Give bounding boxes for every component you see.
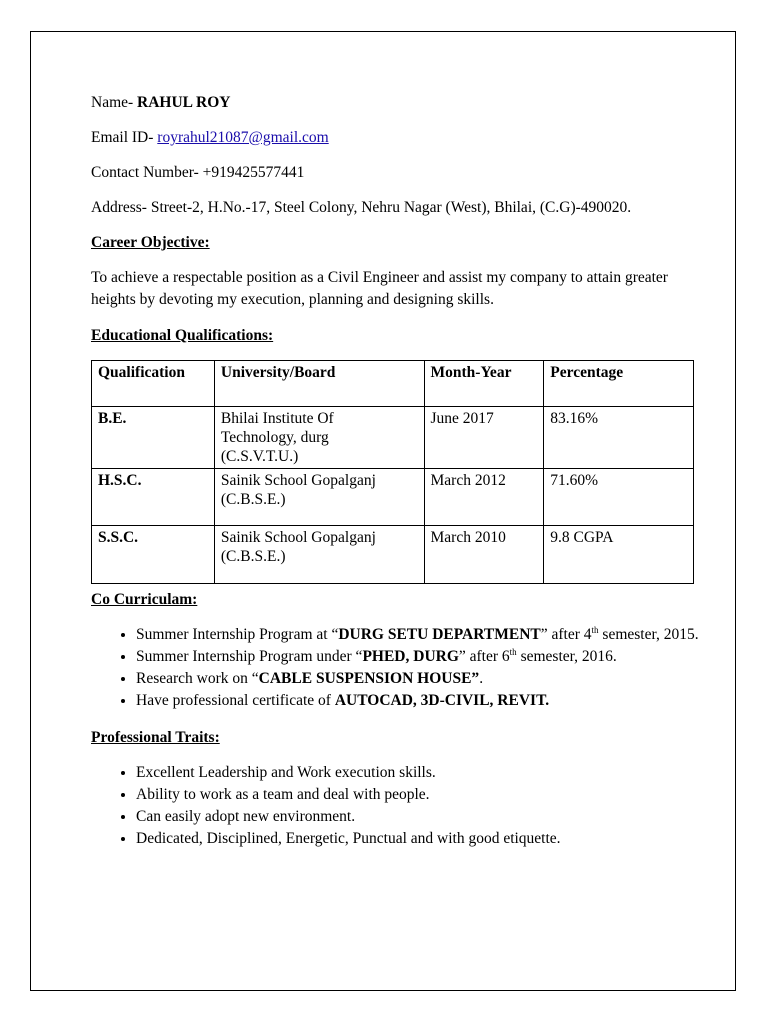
- list-item: • Ability to work as a team and deal with people.: [136, 784, 701, 806]
- cell-month-year: March 2010: [424, 526, 544, 584]
- professional-traits-heading: Professional Traits:: [91, 729, 220, 746]
- university-line: Technology, durg: [220, 429, 329, 446]
- name-line: [91, 93, 701, 113]
- cell-month-year: June 2017: [424, 407, 544, 469]
- cell-month-year: March 2012: [424, 469, 544, 526]
- list-item: • Can easily adopt new environment.: [136, 806, 701, 828]
- header-percentage: Percentage: [544, 361, 694, 407]
- header-university: University/Board: [214, 361, 424, 407]
- cell-percentage: 9.8 CGPA: [544, 526, 694, 584]
- contact-line: Contact Number- +919425577441: [91, 164, 305, 181]
- career-objective-text: To achieve a respectable position as a Civil Engineer and assist my company to attain greater heights by devoting my execution, planning and designing skills.: [91, 269, 668, 308]
- cell-qualification: S.S.C.: [92, 526, 215, 584]
- education-table: [91, 360, 694, 584]
- cell-university: [214, 526, 424, 584]
- table-header-row: [92, 361, 694, 407]
- university-line: (C.B.S.E.): [220, 491, 286, 508]
- email-line: [91, 128, 701, 148]
- address-line: Address- Street-2, H.No.-17, Steel Colony, Nehru Nagar (West), Bhilai, (C.G)-490020.: [91, 199, 632, 216]
- cell-university: [214, 469, 424, 526]
- university-line: (C.S.V.T.U.): [220, 448, 299, 465]
- list-item: • Have professional certificate of AUTOCAD, 3D-CIVIL, REVIT.: [136, 690, 701, 712]
- career-objective-heading: Career Objective:: [91, 234, 210, 251]
- list-item: • Summer Internship Program under “PHED, DURG” after 6th semester, 2016.: [136, 646, 701, 668]
- resume-page: [30, 31, 736, 991]
- table-row: [92, 469, 694, 526]
- candidate-name: RAHUL ROY: [137, 94, 231, 111]
- cell-percentage: 83.16%: [544, 407, 694, 469]
- table-row: [92, 407, 694, 469]
- cell-qualification: H.S.C.: [92, 469, 215, 526]
- cell-percentage: 71.60%: [544, 469, 694, 526]
- university-line: Sainik School Gopalganj: [220, 472, 376, 489]
- cocurricular-list: [91, 624, 701, 712]
- cocurricular-heading: Co Curriculam:: [91, 591, 198, 608]
- name-label: Name-: [91, 94, 138, 111]
- list-item: • Research work on “CABLE SUSPENSION HOUSE”.: [136, 668, 701, 690]
- email-link[interactable]: royrahul21087@gmail.com: [157, 129, 329, 146]
- header-qualification: Qualification: [92, 361, 215, 407]
- university-line: (C.B.S.E.): [220, 548, 286, 565]
- email-label: Email ID-: [91, 129, 158, 146]
- cell-university: [214, 407, 424, 469]
- resume-content: [91, 93, 701, 866]
- list-item: • Excellent Leadership and Work execution skills.: [136, 762, 701, 784]
- university-line: Sainik School Gopalganj: [220, 529, 376, 546]
- cell-qualification: B.E.: [92, 407, 215, 469]
- header-month-year: Month-Year: [424, 361, 544, 407]
- table-row: [92, 526, 694, 584]
- list-item: • Dedicated, Disciplined, Energetic, Punctual and with good etiquette.: [136, 828, 701, 850]
- education-heading: Educational Qualifications:: [91, 327, 274, 344]
- university-line: Bhilai Institute Of: [220, 410, 334, 427]
- traits-list: [91, 762, 701, 850]
- list-item: • Summer Internship Program at “DURG SETU DEPARTMENT” after 4th semester, 2015.: [136, 624, 701, 646]
